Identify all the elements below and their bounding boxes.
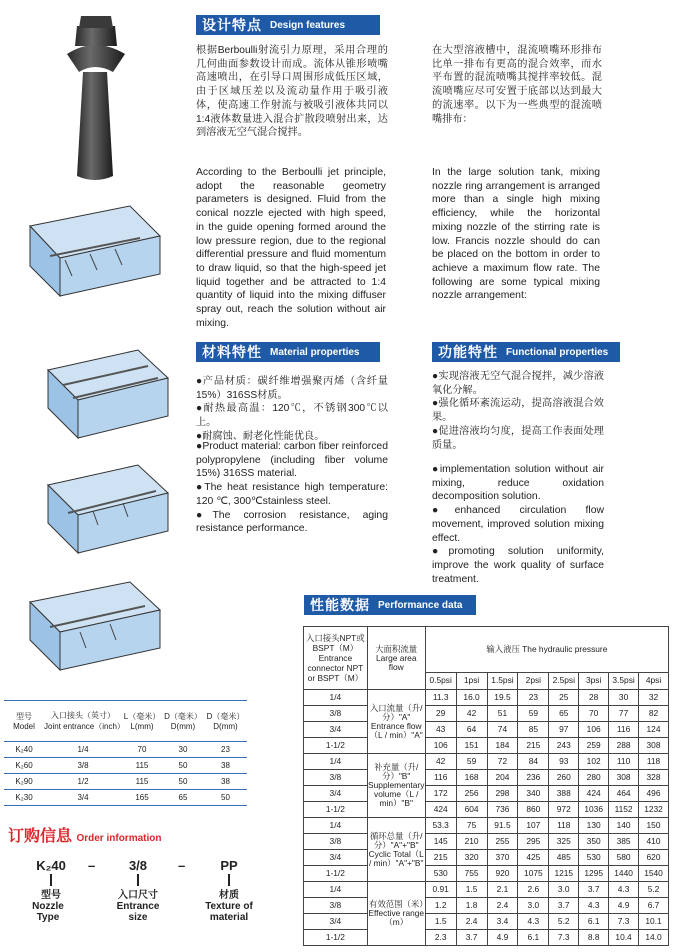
psi-header: 2psi <box>518 672 549 689</box>
model-cell: 50 <box>162 774 204 790</box>
perf-row <box>304 722 669 738</box>
perf-value-cell: 6.1 <box>518 930 549 946</box>
perf-value-cell: 106 <box>425 738 456 754</box>
model-row <box>4 758 247 774</box>
perf-value-cell: 530 <box>425 866 456 882</box>
material-cn-list <box>196 375 388 444</box>
perf-value-cell: 124 <box>639 722 669 738</box>
design-en-left: According to the Berboulli jet principle, adopt the reasonable geometry parameters is designed. Fluid from the conical nozzle ejected with high speed, in the guide opening formed around the low pressure region, due to the regional differential pressure and fluid momentum to draw liquid, so that the high-speed jet liquid together and be attracted to 1:4 quantity of liquid into the mixing diffuser spray out, reach the solution without air mixing. <box>196 167 386 329</box>
perf-row <box>304 706 669 722</box>
perf-group-label: 循环总量（升/分）"A"+"B" Cyclic Total（L / min）"A"+"B" <box>367 818 425 882</box>
model-cell: K₂90 <box>4 774 44 790</box>
nozzle-illustration <box>55 6 145 186</box>
perf-value-cell: 1075 <box>518 866 549 882</box>
perf-value-cell: 328 <box>639 770 669 786</box>
functional-en-item: ●implementation solution without air mixing, reduce oxidation decomposition solution. <box>432 464 604 503</box>
perf-value-cell: 130 <box>579 818 609 834</box>
performance-title-en: Performance data <box>378 599 463 611</box>
perf-value-cell: 106 <box>579 722 609 738</box>
perf-size-cell: 1-1/2 <box>304 866 368 882</box>
perf-size-cell: 1/4 <box>304 882 368 898</box>
tank-illustration-1 <box>20 196 170 306</box>
perf-value-cell: 2.6 <box>518 882 549 898</box>
order-title <box>8 823 161 846</box>
perf-value-cell: 43 <box>425 722 456 738</box>
model-cell: 23 <box>204 742 247 758</box>
perf-value-cell: 42 <box>425 754 456 770</box>
order-material-en: Texture of material <box>205 901 253 923</box>
perf-value-cell: 4.3 <box>518 914 549 930</box>
perf-row <box>304 850 669 866</box>
model-cell: 50 <box>204 790 247 806</box>
perf-value-cell: 464 <box>609 786 639 802</box>
perf-value-cell: 410 <box>639 834 669 850</box>
perf-size-cell: 1/4 <box>304 818 368 834</box>
perf-value-cell: 107 <box>518 818 549 834</box>
perf-value-cell: 82 <box>639 706 669 722</box>
perf-value-cell: 116 <box>425 770 456 786</box>
performance-table <box>303 626 669 946</box>
model-cell: K₂40 <box>4 742 44 758</box>
model-row <box>4 790 247 806</box>
perf-value-cell: 145 <box>425 834 456 850</box>
perf-value-cell: 102 <box>579 754 609 770</box>
perf-value-cell: 25 <box>549 690 579 706</box>
perf-value-cell: 85 <box>518 722 549 738</box>
material-en-item: ●The heat resistance high temperature: 120 ℃, 300℃stainless steel. <box>196 482 388 507</box>
perf-value-cell: 72 <box>487 754 518 770</box>
perf-value-cell: 350 <box>579 834 609 850</box>
perf-size-cell: 1-1/2 <box>304 802 368 818</box>
psi-header: 0.5psi <box>425 672 456 689</box>
perf-value-cell: 140 <box>609 818 639 834</box>
perf-size-cell: 1/4 <box>304 690 368 706</box>
perf-size-cell: 3/4 <box>304 722 368 738</box>
order-dash-2: – <box>178 858 186 873</box>
perf-size-cell: 3/8 <box>304 770 368 786</box>
perf-value-cell: 496 <box>639 786 669 802</box>
functional-title-cn: 功能特性 <box>438 344 498 360</box>
perf-value-cell: 6.1 <box>579 914 609 930</box>
perf-value-cell: 424 <box>579 786 609 802</box>
perf-value-cell: 10.4 <box>609 930 639 946</box>
functional-en-item: ●promoting solution uniformity, improve the work quality of surface treatment. <box>432 546 604 585</box>
pressure-header: 输入液压 The hydraulic pressure <box>425 627 668 673</box>
perf-value-cell: 385 <box>609 834 639 850</box>
perf-row <box>304 866 669 882</box>
functional-cn-list <box>432 370 604 452</box>
order-part-model <box>26 858 76 923</box>
material-cn-item: ●耐腐蚀、耐老化性能优良。 <box>196 430 325 442</box>
perf-row <box>304 914 669 930</box>
perf-value-cell: 118 <box>549 818 579 834</box>
material-title-cn: 材料特性 <box>202 344 262 360</box>
model-cell: 30 <box>162 742 204 758</box>
model-cell: 70 <box>122 742 162 758</box>
order-model-en: Nozzle Type <box>32 901 64 923</box>
model-cell: 1/4 <box>44 742 122 758</box>
perf-value-cell: 4.9 <box>609 898 639 914</box>
model-cell: K₂60 <box>4 758 44 774</box>
perf-value-cell: 425 <box>518 850 549 866</box>
perf-value-cell: 3.4 <box>487 914 518 930</box>
perf-size-cell: 3/4 <box>304 914 368 930</box>
perf-value-cell: 325 <box>549 834 579 850</box>
perf-value-cell: 7.3 <box>549 930 579 946</box>
perf-value-cell: 736 <box>487 802 518 818</box>
perf-row <box>304 754 669 770</box>
model-row <box>4 774 247 790</box>
design-en-right: In the large solution tank, mixing nozzle ring arrangement is arranged more than a single high mixing efficiency, while the horizontal mixing nozzle of the stirring rate is low. Francis nozzle should do can be placed on the bottom in order to achieve a maximum flow rate. The following are some typical mixing nozzle arrangement: <box>432 167 600 302</box>
perf-value-cell: 388 <box>549 786 579 802</box>
model-cell: 115 <box>122 758 162 774</box>
material-en-item: ●The corrosion resistance, aging resistance performance. <box>196 509 388 535</box>
model-cell: 50 <box>162 758 204 774</box>
perf-value-cell: 4.3 <box>609 882 639 898</box>
design-title-en: Design features <box>270 19 346 31</box>
perf-value-cell: 70 <box>579 706 609 722</box>
perf-value-cell: 4.9 <box>487 930 518 946</box>
perf-value-cell: 5.2 <box>639 882 669 898</box>
model-cell: 65 <box>162 790 204 806</box>
model-cell: 165 <box>122 790 162 806</box>
perf-value-cell: 1295 <box>579 866 609 882</box>
d2-header: D（毫米） D(mm) <box>204 701 247 742</box>
perf-value-cell: 42 <box>456 706 487 722</box>
perf-value-cell: 620 <box>639 850 669 866</box>
perf-value-cell: 10.1 <box>639 914 669 930</box>
perf-value-cell: 4.3 <box>579 898 609 914</box>
perf-size-cell: 3/4 <box>304 850 368 866</box>
perf-value-cell: 1215 <box>549 866 579 882</box>
perf-value-cell: 150 <box>639 818 669 834</box>
functional-en-item: ●enhanced circulation flow movement, improved solution mixing effect. <box>432 505 604 544</box>
order-title-cn: 订购信息 <box>8 828 73 845</box>
design-features-header <box>196 15 380 35</box>
perf-value-cell: 972 <box>549 802 579 818</box>
d1-header: D（毫米） D(mm) <box>162 701 204 742</box>
perf-size-cell: 3/8 <box>304 834 368 850</box>
model-table <box>4 700 247 806</box>
perf-value-cell: 2.3 <box>425 930 456 946</box>
perf-value-cell: 580 <box>609 850 639 866</box>
perf-row <box>304 818 669 834</box>
perf-value-cell: 1440 <box>609 866 639 882</box>
material-title-en: Material properties <box>270 346 360 358</box>
perf-value-cell: 30 <box>609 690 639 706</box>
perf-value-cell: 97 <box>549 722 579 738</box>
perf-row <box>304 882 669 898</box>
functional-cn-item: ●促进溶液均匀度，提高工作表面处理质量。 <box>432 425 604 451</box>
perf-value-cell: 28 <box>579 690 609 706</box>
perf-value-cell: 308 <box>609 770 639 786</box>
perf-size-cell: 1/4 <box>304 754 368 770</box>
perf-value-cell: 1152 <box>609 802 639 818</box>
perf-value-cell: 215 <box>518 738 549 754</box>
perf-value-cell: 860 <box>518 802 549 818</box>
order-material-cn: 材质 <box>219 890 239 901</box>
order-code-material: PP <box>220 858 238 873</box>
performance-header <box>304 595 476 615</box>
joint-header: 入口接头（英寸） Joint entrance（inch） <box>44 701 122 742</box>
perf-value-cell: 5.2 <box>549 914 579 930</box>
perf-value-cell: 485 <box>549 850 579 866</box>
col-flow-header: 大面积流量 Large area flow <box>367 627 425 690</box>
material-en-list <box>196 440 388 536</box>
perf-value-cell: 59 <box>456 754 487 770</box>
functional-header <box>432 342 620 362</box>
model-row <box>4 742 247 758</box>
perf-value-cell: 14.0 <box>639 930 669 946</box>
perf-value-cell: 93 <box>549 754 579 770</box>
perf-row <box>304 786 669 802</box>
perf-size-cell: 3/8 <box>304 898 368 914</box>
perf-value-cell: 0.91 <box>425 882 456 898</box>
perf-value-cell: 3.7 <box>549 898 579 914</box>
perf-value-cell: 215 <box>425 850 456 866</box>
material-cn-item: ●耐热最高温：120℃，不锈钢300℃以上。 <box>196 403 388 429</box>
functional-cn-item: ●强化循环紊流运动，提高溶液混合效果。 <box>432 398 604 424</box>
psi-header: 3psi <box>579 672 609 689</box>
perf-value-cell: 424 <box>425 802 456 818</box>
functional-en-list <box>432 463 604 586</box>
perf-value-cell: 1036 <box>579 802 609 818</box>
perf-value-cell: 280 <box>579 770 609 786</box>
order-code <box>8 858 268 948</box>
perf-row <box>304 834 669 850</box>
model-cell: K₂30 <box>4 790 44 806</box>
perf-value-cell: 255 <box>487 834 518 850</box>
perf-value-cell: 210 <box>456 834 487 850</box>
perf-value-cell: 65 <box>549 706 579 722</box>
order-size-en: Entrance size <box>116 901 160 923</box>
perf-value-cell: 84 <box>518 754 549 770</box>
perf-value-cell: 243 <box>549 738 579 754</box>
perf-value-cell: 184 <box>487 738 518 754</box>
psi-header: 1.5psi <box>487 672 518 689</box>
perf-value-cell: 75 <box>456 818 487 834</box>
psi-header: 2.5psi <box>549 672 579 689</box>
order-part-material <box>194 858 264 923</box>
perf-value-cell: 308 <box>639 738 669 754</box>
perf-value-cell: 2.4 <box>487 898 518 914</box>
perf-value-cell: 11.3 <box>425 690 456 706</box>
perf-value-cell: 1.2 <box>425 898 456 914</box>
perf-value-cell: 168 <box>456 770 487 786</box>
perf-row <box>304 690 669 706</box>
tank-illustration-2 <box>38 340 178 445</box>
perf-size-cell: 3/4 <box>304 786 368 802</box>
tank-illustration-4 <box>20 572 170 677</box>
model-cell: 1/2 <box>44 774 122 790</box>
perf-value-cell: 7.3 <box>609 914 639 930</box>
perf-row <box>304 802 669 818</box>
perf-value-cell: 1540 <box>639 866 669 882</box>
perf-size-cell: 1-1/2 <box>304 738 368 754</box>
design-cn-left: 根据Berboulli射流引力原理，采用合理的几何曲面参数设计而成。流体从锥形喷嘴高速喷出，在引导口周围形成低压区域，由于区域压差以及流动量作用于吸引液体，使高速工作射流与被吸引液体共同以1:4液体数量进入混合扩散段喷射出来，达到溶液无空气混合搅拌。 <box>196 45 388 139</box>
perf-value-cell: 8.8 <box>579 930 609 946</box>
perf-value-cell: 3.0 <box>518 898 549 914</box>
perf-value-cell: 1.5 <box>456 882 487 898</box>
model-cell: 115 <box>122 774 162 790</box>
perf-value-cell: 920 <box>487 866 518 882</box>
model-cell: 3/4 <box>44 790 122 806</box>
psi-header: 4psi <box>639 672 669 689</box>
model-cell: 38 <box>204 774 247 790</box>
perf-value-cell: 1.5 <box>425 914 456 930</box>
perf-group-label: 入口流量（升/分）"A" Entrance flow（L / min）"A" <box>367 690 425 754</box>
perf-value-cell: 204 <box>487 770 518 786</box>
perf-size-cell: 1-1/2 <box>304 930 368 946</box>
perf-value-cell: 295 <box>518 834 549 850</box>
perf-value-cell: 288 <box>609 738 639 754</box>
perf-value-cell: 116 <box>609 722 639 738</box>
perf-value-cell: 2.4 <box>456 914 487 930</box>
perf-value-cell: 3.7 <box>456 930 487 946</box>
perf-value-cell: 1.8 <box>456 898 487 914</box>
model-cell: 3/8 <box>44 758 122 774</box>
perf-value-cell: 32 <box>639 690 669 706</box>
perf-value-cell: 172 <box>425 786 456 802</box>
perf-value-cell: 16.0 <box>456 690 487 706</box>
tank-illustration-3 <box>38 455 178 560</box>
perf-value-cell: 118 <box>639 754 669 770</box>
perf-value-cell: 2.1 <box>487 882 518 898</box>
perf-value-cell: 19.5 <box>487 690 518 706</box>
perf-value-cell: 151 <box>456 738 487 754</box>
perf-value-cell: 260 <box>549 770 579 786</box>
material-header <box>196 342 380 362</box>
perf-value-cell: 755 <box>456 866 487 882</box>
order-code-size: 3/8 <box>128 858 148 873</box>
perf-value-cell: 370 <box>487 850 518 866</box>
l-header: L（毫米） L(mm) <box>122 701 162 742</box>
perf-value-cell: 530 <box>579 850 609 866</box>
perf-value-cell: 6.7 <box>639 898 669 914</box>
perf-value-cell: 320 <box>456 850 487 866</box>
perf-value-cell: 51 <box>487 706 518 722</box>
perf-value-cell: 340 <box>518 786 549 802</box>
perf-value-cell: 110 <box>609 754 639 770</box>
order-code-model: K₂40 <box>36 858 66 873</box>
perf-row <box>304 738 669 754</box>
material-cn-item: ●产品材质：碳纤维增强聚丙烯（含纤量15%）316SS材质。 <box>196 376 388 401</box>
performance-title-cn: 性能数据 <box>310 597 370 613</box>
perf-size-cell: 3/8 <box>304 706 368 722</box>
perf-value-cell: 53.3 <box>425 818 456 834</box>
perf-value-cell: 29 <box>425 706 456 722</box>
perf-group-label: 有效范围（米）Effective range（m） <box>367 882 425 946</box>
perf-value-cell: 236 <box>518 770 549 786</box>
perf-value-cell: 256 <box>456 786 487 802</box>
order-dash-1: – <box>88 858 96 873</box>
perf-value-cell: 23 <box>518 690 549 706</box>
perf-row <box>304 930 669 946</box>
psi-header: 1psi <box>456 672 487 689</box>
model-cell: 38 <box>204 758 247 774</box>
perf-value-cell: 604 <box>456 802 487 818</box>
functional-title-en: Functional properties <box>506 346 609 358</box>
functional-cn-item: ●实现溶液无空气混合搅拌，减少溶液氧化分解。 <box>432 371 604 396</box>
perf-row <box>304 898 669 914</box>
perf-value-cell: 77 <box>609 706 639 722</box>
design-title-cn: 设计特点 <box>202 17 262 33</box>
perf-row <box>304 770 669 786</box>
perf-value-cell: 298 <box>487 786 518 802</box>
perf-value-cell: 91.5 <box>487 818 518 834</box>
order-model-cn: 型号 <box>41 890 61 901</box>
perf-value-cell: 1232 <box>639 802 669 818</box>
perf-value-cell: 74 <box>487 722 518 738</box>
perf-value-cell: 259 <box>579 738 609 754</box>
order-title-en: Order information <box>76 833 162 844</box>
perf-value-cell: 64 <box>456 722 487 738</box>
perf-value-cell: 3.0 <box>549 882 579 898</box>
perf-value-cell: 59 <box>518 706 549 722</box>
perf-value-cell: 3.7 <box>579 882 609 898</box>
design-cn-right: 在大型溶液槽中，混流喷嘴环形排布比单一排布有更高的混合效率，而水平布置的混流喷嘴其搅拌率较低。混流喷嘴应尽可安置于底部以达到最大的流速率。以下为一些典型的混流喷嘴排布： <box>432 45 602 125</box>
material-en-item: ●Product material: carbon fiber reinforced polypropylene (including fiber volume 15%) 316SS material. <box>196 441 388 480</box>
order-size-cn: 入口尺寸 <box>118 890 158 901</box>
col-entrance-header: 入口接头NPT或BSPT（M）Entrance connector NPT or BSPT（M） <box>304 627 368 690</box>
perf-group-label: 补充量（升/分）"B" Supplementary volume（L / min）"B" <box>367 754 425 818</box>
model-header: 型号 Model <box>4 701 44 742</box>
psi-header: 3.5psi <box>609 672 639 689</box>
order-part-size <box>108 858 168 923</box>
